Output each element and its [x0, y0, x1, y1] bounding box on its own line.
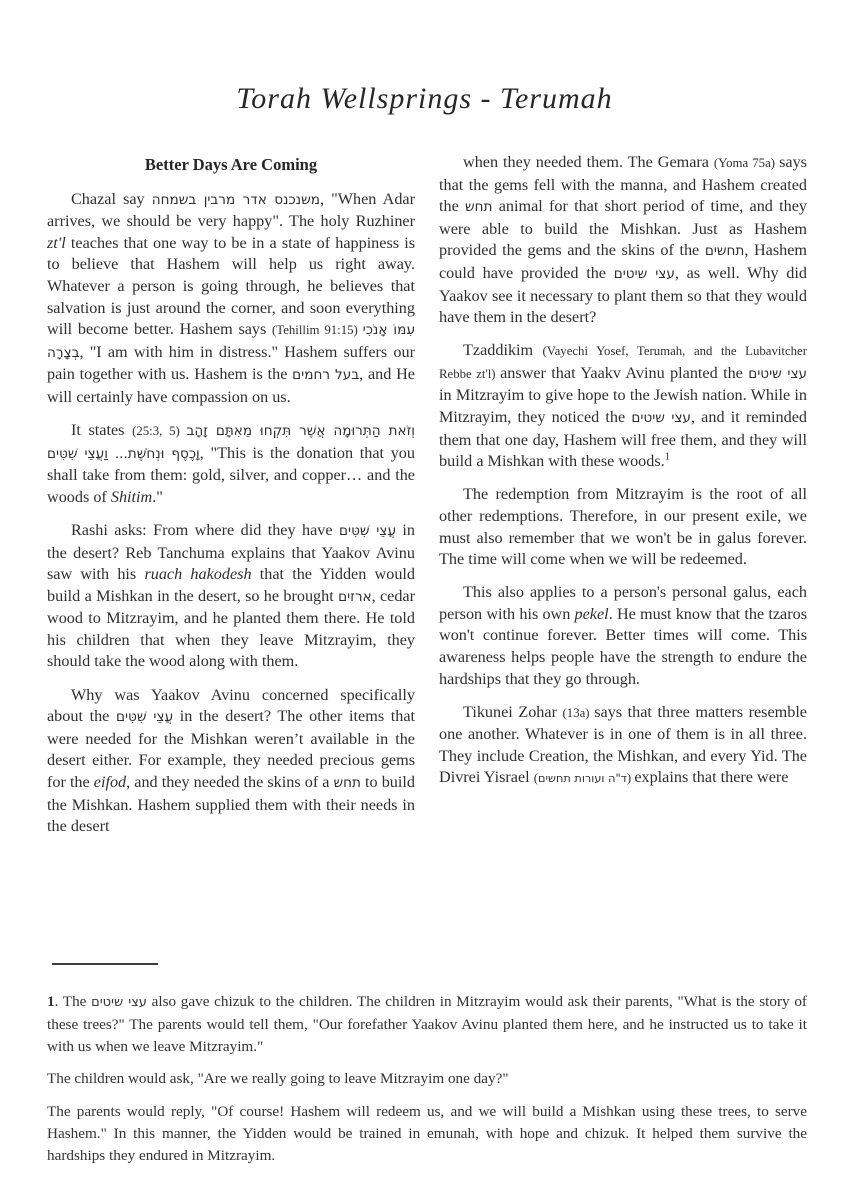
paragraph: Chazal say משנכנס אדר מרבין בשמחה, "When Adar arrives, we should be very happy". The holy Ruzhiner zt'l teaches that one way to be in a state of happiness is to believe that Hashem will help us right away. Whatever a person is going through, he believes that salvation is just around the corner, and soon everything will become better. Hashem says (Tehillim 91:15) עִמּוֹ אָנֹכִי בְצָרָה, "I am with him in distress." Hashem suffers our pain together with us. Hashem is the בעל רחמים, and He will certainly have compassion on us.: [47, 189, 415, 406]
hebrew-phrase: תחש: [465, 199, 493, 216]
right-column: [439, 152, 807, 849]
hebrew-phrase: עצי שיטים: [748, 365, 808, 382]
hebrew-phrase: תחש: [333, 774, 361, 791]
paragraph: when they needed them. The Gemara (Yoma 75a) says that the gems fell with the manna, and Hashem created the תחש animal for that short period of time, and they were able to build the Mishkan. Just as Hashem provided the gems and the skins of the תחשים, Hashem could have provided the עצי שיטים, as well. Why did Yaakov see it necessary to plant them so that they would have them in the desert?: [439, 153, 807, 327]
hebrew-phrase: ארזים: [338, 588, 372, 605]
hebrew-phrase: וְזֹאת הַתְּרוּמָה אֲשֶׁר תִּקְחוּ מֵאִתָּם זָהָב וָכֶסֶף וּנְחֹשֶׁת... וַעֲצֵי שִׁטִּים: [47, 423, 415, 462]
page-title: Torah Wellsprings - Terumah: [236, 82, 613, 115]
hebrew-phrase: עִמּוֹ אָנֹכִי בְצָרָה: [47, 322, 415, 361]
footnote-paragraph: The parents would reply, "Of course! Hashem will redeem us, and we will build a Mishkan using these trees, to serve Hashem." In this manner, the Yidden would be trained in emunah, with hope and chizuk. It helped them survive the hardships they endured in Mitzrayim.: [47, 1103, 807, 1164]
source-reference: ): [626, 771, 635, 786]
emphasized-term: ruach hakodesh: [144, 565, 252, 584]
paragraph: Tzaddikim (Vayechi Yosef, Terumah, and the Lubavitcher Rebbe zt'l) answer that Yaakv Avinu planted the עצי שיטים in Mitzrayim to give hope to the Jewish nation. While in Mitzrayim, they noticed the עצי שיטים, and it reminded them that one day, Hashem will free them, and they will build a Mishkan with these woods.$^1$: [439, 341, 808, 471]
hebrew-phrase: עצי שיטים: [91, 995, 147, 1010]
footnote-paragraph: 1. The עצי שיטים also gave chizuk to the children. The children in Mitzrayim would ask their parents, "What is the story of these trees?" The parents would tell them, "Our forefather Yaakov Avinu planted them here, and he instructed us to take it with us when we leave Mitzrayim.": [47, 993, 807, 1055]
hebrew-phrase: משנכנס אדר מרבין בשמחה: [151, 191, 320, 208]
source-reference: (25:3, 5): [132, 424, 187, 439]
paragraph: Tikunei Zohar (13a) says that three matters resemble one another. Whatever is in one of them is in all three. They include Creation, the Mishkan, and every Yid. The Divrei Yisrael (ד"ה ועורות תחשים) explains that there were: [439, 702, 807, 787]
source-reference: (: [533, 771, 538, 786]
hebrew-phrase: עֲצֵי שִׁטִּים: [115, 709, 174, 726]
footnotes-section: [47, 991, 807, 1178]
paragraph: The redemption from Mitzrayim is the root of all other redemptions. Therefore, in our present exile, we must also remember that we won't be in galus forever. The time will come when we will be redeemed.: [439, 485, 807, 569]
hebrew-phrase: עצי שיטים: [631, 410, 691, 427]
footnote-divider: [52, 963, 158, 965]
emphasized-term: zt'l: [47, 233, 66, 252]
hebrew-phrase: בעל רחמים: [292, 367, 360, 384]
hebrew-source-reference: ד"ה ועורות תחשים: [537, 772, 627, 786]
footnote-paragraph: The children would ask, "Are we really going to leave Mitzrayim one day?": [47, 1070, 509, 1088]
emphasized-term: Shitim: [110, 487, 153, 506]
footnote-number: 1: [47, 993, 55, 1010]
source-reference: (13a): [562, 705, 595, 720]
source-reference: (Vayechi Yosef, Terumah, and the Lubavitcher Rebbe zt'l): [439, 344, 807, 381]
emphasized-term: eifod: [93, 772, 127, 791]
emphasized-term: pekel: [574, 604, 609, 623]
hebrew-phrase: עֲצֵי שִׁטִּים: [339, 522, 396, 539]
paragraph: Rashi asks: From where did they have עֲצֵי שִׁטִּים in the desert? Reb Tanchuma explains that Yaakov Avinu saw with his ruach hakodesh that the Yidden would build a Mishkan in the desert, so he brought ארזים, cedar wood to Mitzrayim, and he planted them there. He told his children that when they leave Mitzrayim, they should take the wood along with them.: [47, 520, 416, 671]
left-column: [47, 152, 415, 849]
source-reference: (Yoma 75a): [713, 156, 780, 170]
paragraph: This also applies to a person's personal galus, each person with his own pekel. He must know that the tzaros won't continue forever. Better times will come. This awareness helps people have the strength to endure the hardships that they go through.: [439, 583, 808, 688]
paragraph: It states (25:3, 5) וְזֹאת הַתְּרוּמָה אֲשֶׁר תִּקְחוּ מֵאִתָּם זָהָב וָכֶסֶף וּנְחֹשֶׁת... וַעֲצֵי שִׁטִּים, "This is the donation that you shall take from them: gold, silver, and copper… and the woods of Shitim.": [47, 421, 415, 506]
footnote-ref-marker: 1: [664, 451, 670, 463]
two-column-body: [47, 152, 807, 849]
paragraph: Why was Yaakov Avinu concerned specifically about the עֲצֵי שִׁטִּים in the desert? The other items that were needed for the Mishkan weren’t available in the desert either. For example, they needed precious gems for the eifod, and they needed the skins of a תחש to build the Mishkan. Hashem supplied them with their needs in the desert: [47, 685, 415, 836]
hebrew-phrase: עצי שיטים: [613, 265, 675, 282]
source-reference: (Tehillim 91:15): [272, 323, 363, 338]
hebrew-phrase: תחשים: [704, 243, 745, 260]
section-heading: Better Days Are Coming: [144, 155, 318, 174]
